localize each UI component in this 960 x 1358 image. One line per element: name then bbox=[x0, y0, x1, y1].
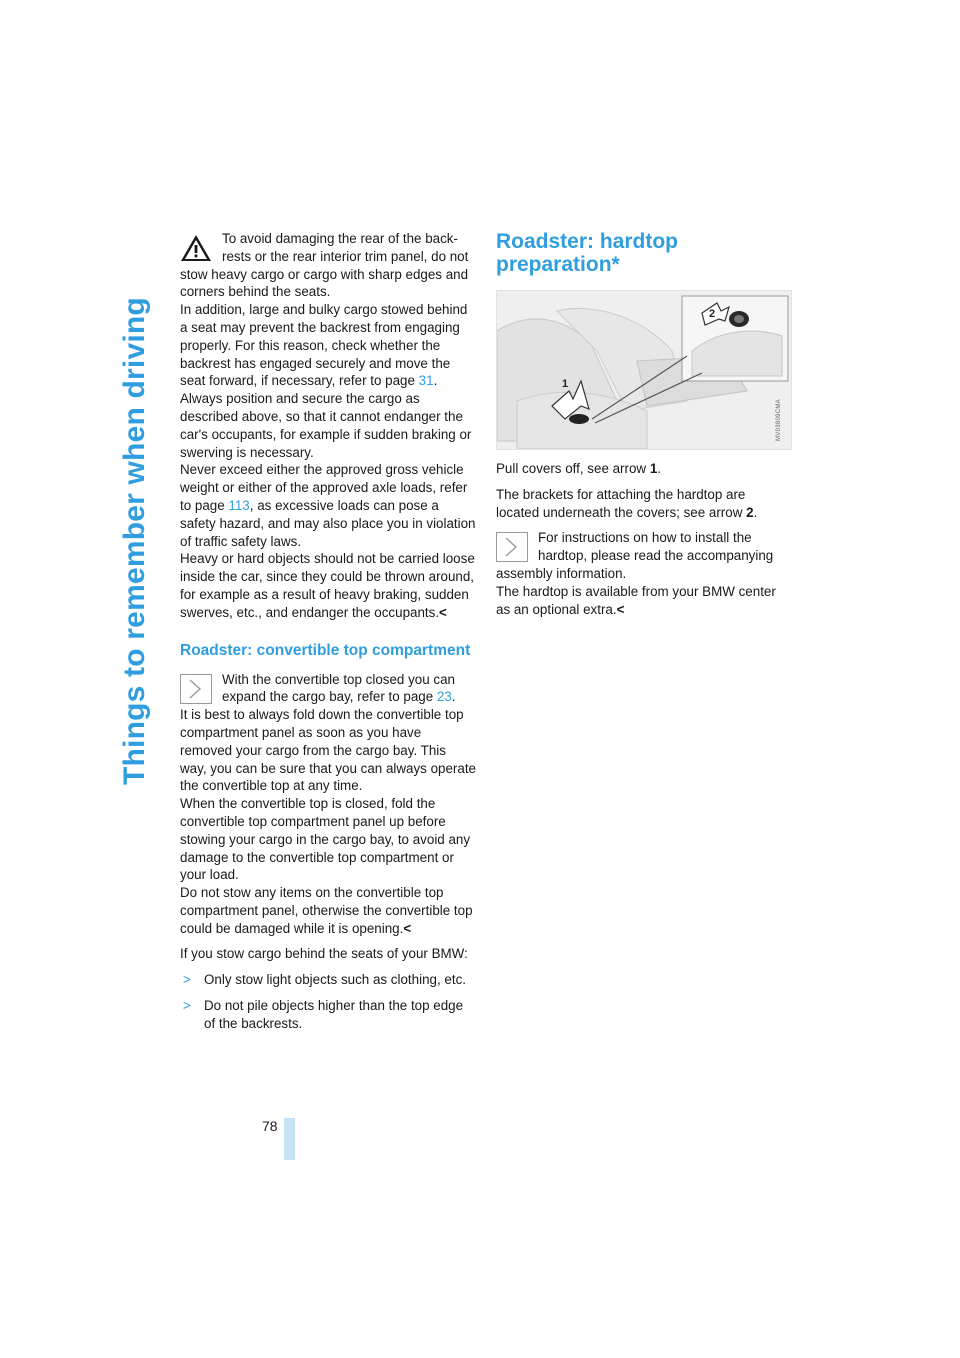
caution-paragraph-3: Always position and secure the cargo as described above, so that it cannot endanger the car's occupants, for example if sudden braking or swerving is necessary. bbox=[180, 391, 472, 460]
cargo-bullet-list bbox=[180, 971, 476, 1032]
warning-triangle-icon bbox=[180, 233, 212, 263]
section-heading-hardtop: Roadster: hardtop preparation* bbox=[496, 230, 679, 276]
info-paragraph-3: When the convertible top is closed, fold the convertible top compartment panel up before stowing your cargo in the cargo bay, to avoid any damage to the convertible top compartment or your load. bbox=[180, 796, 471, 883]
caution-paragraph-4: Never exceed either the approved gross vehicle weight or either of the approved axle loads, refer to page 113, as excessive loads can pose a safety hazard, and may also place you in violation of traffic safety laws. bbox=[180, 462, 476, 549]
info-arrow-icon bbox=[496, 532, 528, 562]
side-title-text: Things to remember when driving bbox=[118, 297, 151, 785]
page-link-113[interactable]: 113 bbox=[228, 497, 250, 513]
hardtop-cover-illustration bbox=[496, 290, 792, 450]
figure-code: MV03809CMA bbox=[776, 398, 783, 441]
end-mark: < bbox=[616, 601, 625, 617]
hardtop-info-paragraph-2: The hardtop is available from your BMW center as an optional extra.< bbox=[496, 583, 776, 617]
caution-lead: To avoid damaging the rear of the backrests or the rear interior trim panel, do not stow heavy cargo or cargo with sharp edges and corners behind the seats. bbox=[180, 231, 469, 300]
caution-paragraph-5: Heavy or hard objects should not be carried loose inside the car, since they could be thrown around, for example as a result of heavy braking, sudden swerves, etc., and endanger the occupants.< bbox=[180, 551, 475, 620]
car-interior-drawing bbox=[497, 291, 791, 449]
info-paragraph-4: Do not stow any items on the convertible top compartment panel, otherwise the convertible top could be damaged while it is opening.< bbox=[180, 885, 473, 936]
callout-1: 1 bbox=[562, 378, 569, 390]
callout-2: 2 bbox=[709, 308, 716, 320]
cargo-intro: If you stow cargo behind the seats of your BMW: bbox=[180, 946, 468, 962]
left-column bbox=[180, 230, 476, 1041]
info-paragraph-2: It is best to always fold down the convertible top compartment panel as soon as you have removed your cargo from the cargo bay. This way, you can be sure that you can always operate the convertible top at any time. bbox=[180, 707, 477, 794]
caution-paragraph-2: In addition, large and bulky cargo stowed behind a seat may prevent the backrest from engaging properly. For this reason, check whether the backrest has engaged securely and move the seat forward, if necessary, refer to page 31. bbox=[180, 302, 468, 389]
end-mark: < bbox=[439, 604, 447, 620]
info-arrow-icon bbox=[180, 674, 212, 704]
page-number-bar bbox=[284, 1118, 295, 1160]
list-item: > Only stow light objects such as clothing, etc. bbox=[183, 972, 466, 988]
section-heading-convertible-top: Roadster: convertible top compartment bbox=[180, 641, 471, 659]
page-link-23[interactable]: 23 bbox=[436, 689, 452, 705]
hardtop-info-lead: For instructions on how to install the hardtop, please read the accompanying assembly information. bbox=[496, 530, 774, 581]
page-link-31[interactable]: 31 bbox=[418, 373, 434, 389]
info-note-convertible-top bbox=[180, 671, 476, 938]
info-note-hardtop bbox=[496, 529, 792, 618]
list-item: > Do not pile objects higher than the top edge of the backrests. bbox=[183, 998, 464, 1031]
hardtop-paragraph-2: The brackets for attaching the hardtop are located underneath the covers; see arrow 2. bbox=[496, 486, 758, 520]
side-section-title bbox=[112, 230, 160, 790]
caution-note bbox=[180, 230, 476, 622]
hardtop-paragraph-1: Pull covers off, see arrow 1. bbox=[496, 461, 661, 476]
info-lead: With the convertible top closed you can expand the cargo bay, refer to page 23. bbox=[222, 671, 456, 705]
page-number: 78 bbox=[262, 1118, 278, 1134]
end-mark: < bbox=[403, 920, 412, 936]
right-column bbox=[496, 230, 792, 626]
